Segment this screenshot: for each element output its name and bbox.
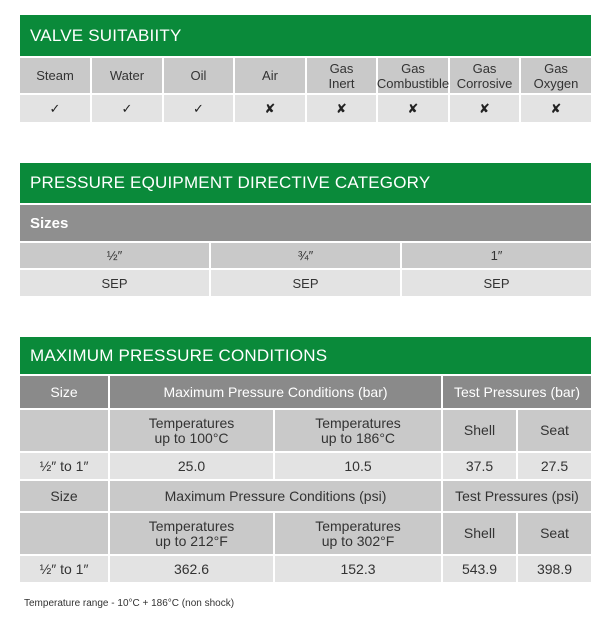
psi-row-size: ½″ to 1″	[20, 556, 108, 582]
col-gas-oxygen: Gas Oxygen	[521, 58, 591, 93]
bar-value-seat: 27.5	[518, 453, 591, 479]
mark-air: ✘	[235, 95, 305, 122]
col-gas-corrosive: Gas Corrosive	[450, 58, 519, 93]
psi-size-blank	[20, 513, 108, 554]
psi-shell-label: Shell	[443, 513, 516, 554]
size-one: 1″	[402, 243, 591, 268]
bar-shell-label: Shell	[443, 410, 516, 451]
mark-oil: ✓	[164, 95, 233, 122]
valve-suitability-title: VALVE SUITABIITY	[20, 15, 591, 56]
bar-seat-label: Seat	[518, 410, 591, 451]
psi-mpc-header: Maximum Pressure Conditions (psi)	[110, 481, 441, 511]
bar-temp-186c: Temperatures up to 186°C	[275, 410, 441, 451]
col-water: Water	[92, 58, 162, 93]
mark-steam: ✓	[20, 95, 90, 122]
col-air: Air	[235, 58, 305, 93]
bar-row-size: ½″ to 1″	[20, 453, 108, 479]
bar-temp-100c: Temperatures up to 100°C	[110, 410, 273, 451]
bar-test-header: Test Pressures (bar)	[443, 376, 591, 408]
category-half: SEP	[20, 270, 209, 296]
mark-water: ✓	[92, 95, 162, 122]
sizes-header: Sizes	[20, 205, 591, 241]
psi-value-302f: 152.3	[275, 556, 441, 582]
col-oil: Oil	[164, 58, 233, 93]
psi-value-212f: 362.6	[110, 556, 273, 582]
ped-title: PRESSURE EQUIPMENT DIRECTIVE CATEGORY	[20, 163, 591, 203]
mark-gas-combustible: ✘	[378, 95, 448, 122]
col-gas-combustible: Gas Combustible	[378, 58, 448, 93]
mark-gas-oxygen: ✘	[521, 95, 591, 122]
category-three-quarter: SEP	[211, 270, 400, 296]
psi-test-header: Test Pressures (psi)	[443, 481, 591, 511]
temperature-range-note: Temperature range - 10°C + 186°C (non shock)	[24, 598, 235, 609]
max-pressure-title: MAXIMUM PRESSURE CONDITIONS	[20, 337, 591, 374]
psi-seat-label: Seat	[518, 513, 591, 554]
size-three-quarter: ¾″	[211, 243, 400, 268]
psi-size-header: Size	[20, 481, 108, 511]
size-half: ½″	[20, 243, 209, 268]
bar-mpc-header: Maximum Pressure Conditions (bar)	[110, 376, 441, 408]
col-gas-inert: Gas Inert	[307, 58, 376, 93]
psi-value-shell: 543.9	[443, 556, 516, 582]
mark-gas-inert: ✘	[307, 95, 376, 122]
category-one: SEP	[402, 270, 591, 296]
bar-size-header: Size	[20, 376, 108, 408]
bar-size-blank	[20, 410, 108, 451]
bar-value-186c: 10.5	[275, 453, 441, 479]
psi-temp-302f: Temperatures up to 302°F	[275, 513, 441, 554]
col-steam: Steam	[20, 58, 90, 93]
mark-gas-corrosive: ✘	[450, 95, 519, 122]
psi-value-seat: 398.9	[518, 556, 591, 582]
bar-value-shell: 37.5	[443, 453, 516, 479]
bar-value-100c: 25.0	[110, 453, 273, 479]
psi-temp-212f: Temperatures up to 212°F	[110, 513, 273, 554]
